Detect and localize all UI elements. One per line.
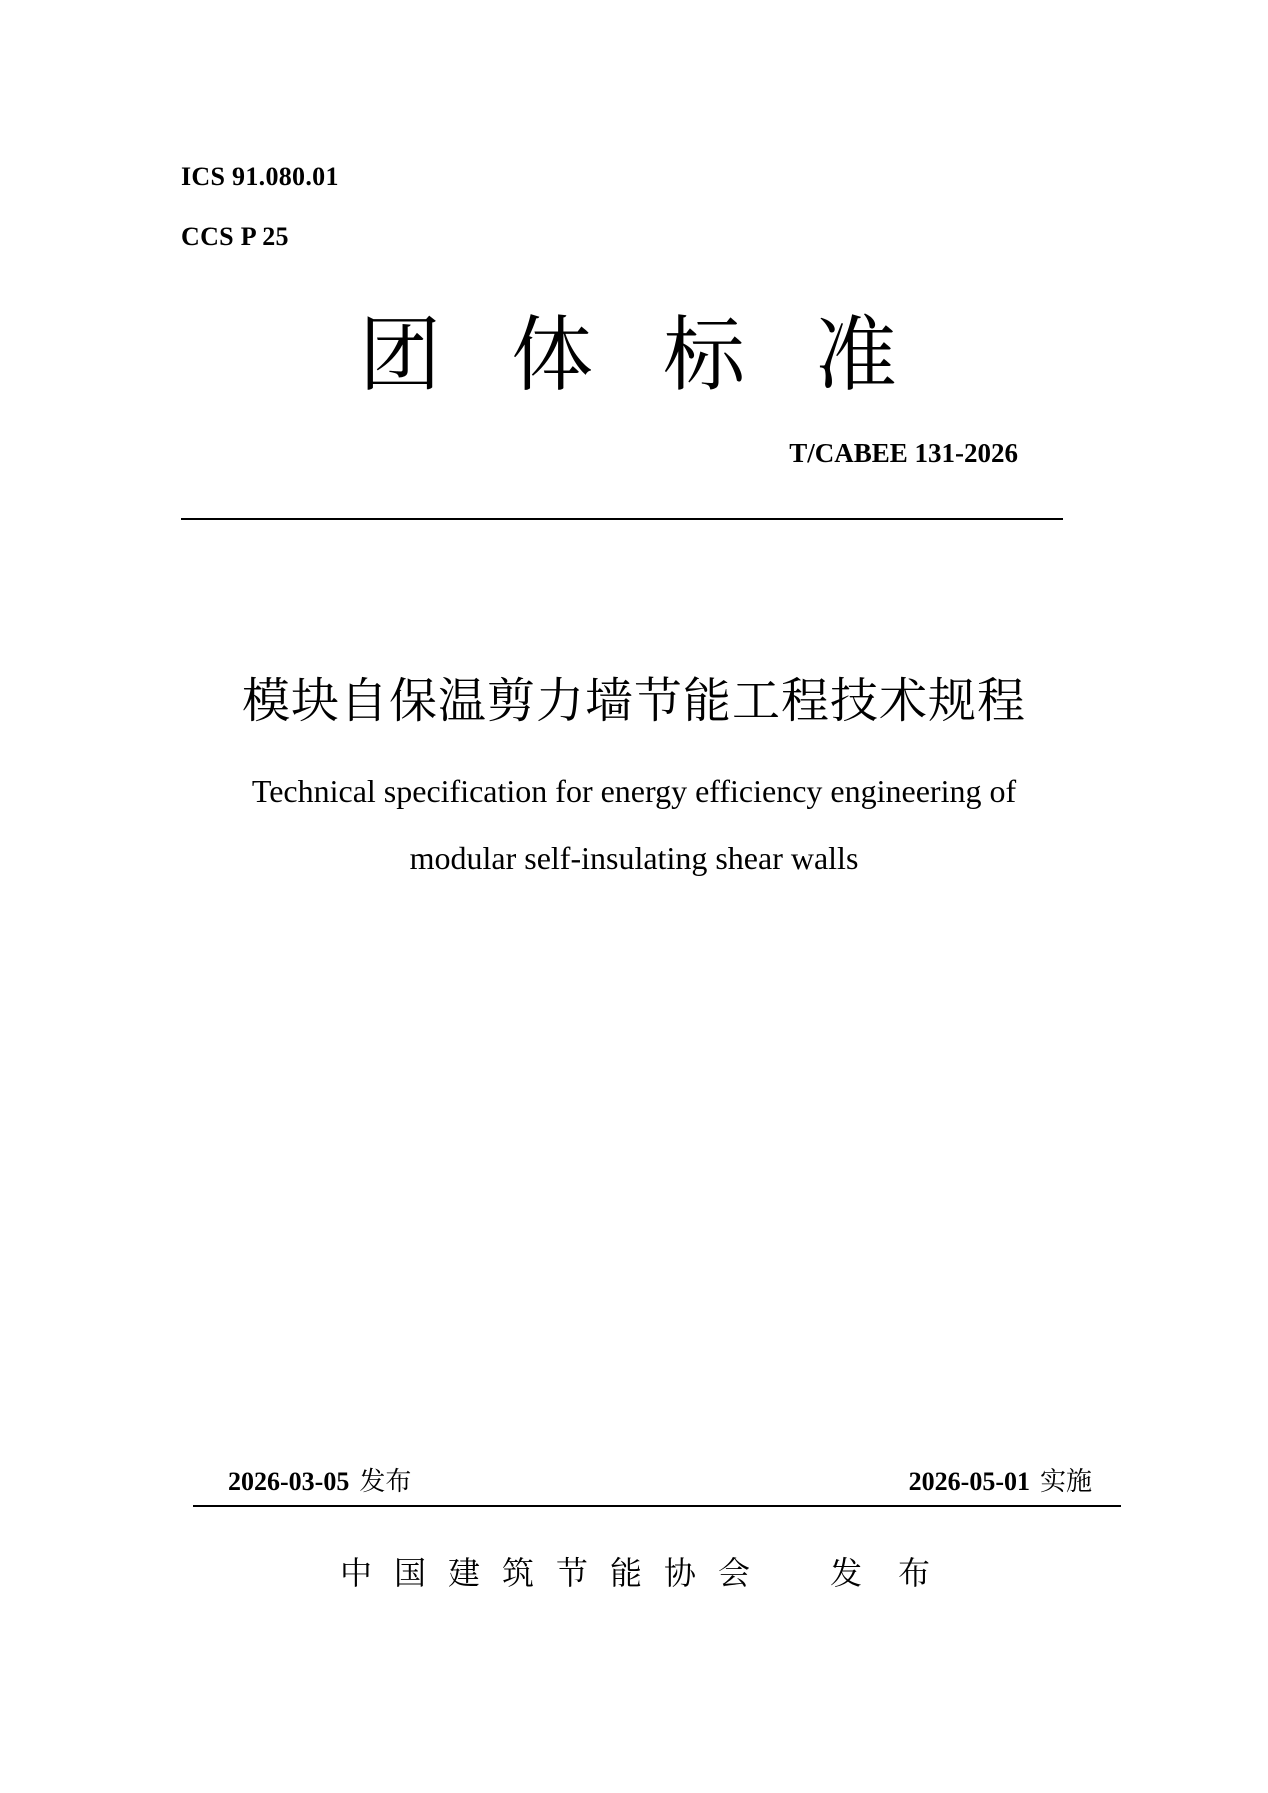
standard-number: T/CABEE 131-2026 [789, 438, 1018, 468]
bottom-divider [193, 1505, 1121, 1507]
publisher-action: 发布 [830, 1554, 967, 1592]
title-english-line1: Technical specification for energy efficiency engineering of [251, 773, 1017, 809]
effective-label: 实施 [1039, 1467, 1092, 1497]
ccs-code: CCS P 25 [181, 222, 289, 251]
publisher-row [340, 1548, 966, 1594]
ics-code: ICS 91.080.01 [181, 162, 339, 191]
standard-type-heading: 团体标准 [358, 308, 967, 403]
effective-date-row [909, 1461, 1092, 1498]
title-english-line2: modular self-insulating shear walls [409, 840, 859, 876]
effective-date: 2026-05-01 [908, 1467, 1030, 1496]
top-divider [181, 518, 1063, 520]
publisher-name: 中国建筑节能协会 [340, 1554, 773, 1592]
publish-label: 发布 [359, 1467, 412, 1497]
publish-date: 2026-03-05 [228, 1467, 350, 1496]
publish-date-row [228, 1461, 411, 1498]
title-chinese: 模块自保温剪力墙节能工程技术规程 [241, 673, 1026, 729]
